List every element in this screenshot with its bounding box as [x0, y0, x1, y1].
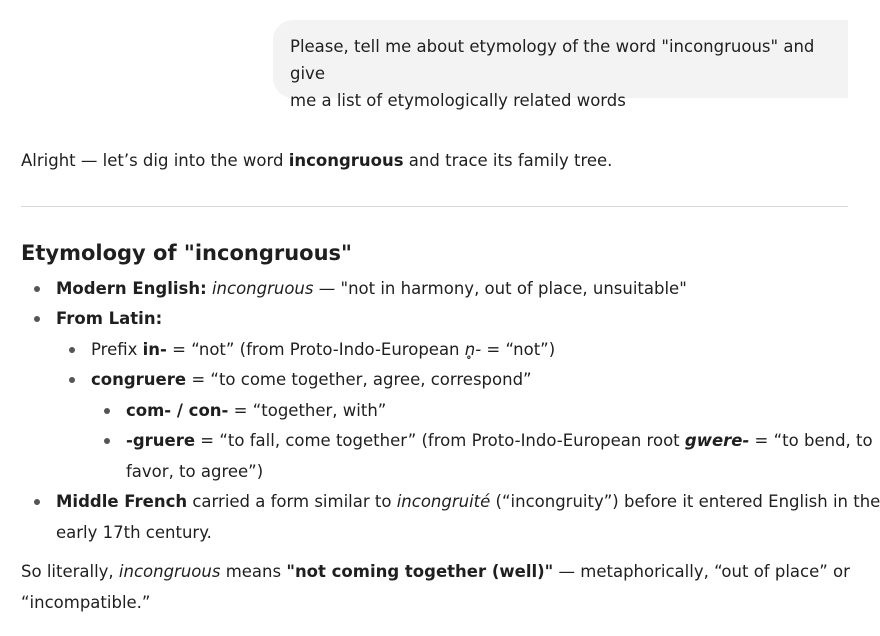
item-root: n̥-	[464, 340, 482, 359]
item-text: = “not” (from Proto-Indo-European	[166, 340, 465, 359]
item-text: = “not”)	[481, 340, 556, 359]
list-item-middle-french-continued: early 17th century.	[56, 523, 212, 542]
item-text: (“incongruity”) before it entered English in the	[490, 492, 880, 511]
item-text: = “to come together, agree, correspond”	[186, 370, 532, 389]
bullet-dot	[34, 499, 40, 505]
user-message-bubble	[273, 20, 848, 110]
conclusion-text: — metaphorically, “out of place” or	[553, 562, 850, 581]
item-word: incongruité	[396, 492, 491, 511]
conclusion-continued: “incompatible.”	[21, 593, 151, 612]
bullet-dot	[69, 377, 75, 383]
item-label: From Latin:	[56, 309, 163, 328]
list-item-gruere	[126, 425, 873, 456]
list-item-modern-english	[56, 273, 687, 304]
item-text: = “to fall, come together” (from Proto-Indo-European root	[195, 431, 685, 450]
user-message-line: Please, tell me about etymology of the word "incongruous" and give	[290, 37, 815, 83]
user-message-line: me a list of etymologically related words	[290, 91, 626, 110]
item-term: Middle French	[56, 492, 188, 511]
item-text: = “together, with”	[228, 401, 387, 420]
item-root: gwere-	[684, 431, 750, 450]
list-item-com-con	[126, 395, 386, 426]
list-item-prefix	[91, 334, 555, 365]
item-text: carried a form similar to	[187, 492, 397, 511]
item-label: Modern English:	[56, 279, 207, 298]
list-item-middle-french	[56, 486, 880, 517]
bullet-dot	[34, 316, 40, 322]
bullet-dot	[104, 438, 110, 444]
item-term: com- / con-	[126, 401, 229, 420]
conclusion-word: incongruous	[118, 562, 221, 581]
item-term: in-	[142, 340, 167, 359]
item-term: -gruere	[126, 431, 196, 450]
list-item-congruere	[91, 364, 532, 395]
intro-text: and trace its family tree.	[403, 151, 613, 170]
bullet-dot	[104, 408, 110, 414]
item-definition: — "not in harmony, out of place, unsuitable"	[313, 279, 687, 298]
item-term: congruere	[91, 370, 187, 389]
item-word: incongruous	[211, 279, 314, 298]
intro-text: Alright — let’s dig into the word	[21, 151, 289, 170]
item-text: = “to bend, to	[749, 431, 873, 450]
assistant-intro	[21, 147, 612, 174]
conclusion-paragraph	[21, 556, 850, 587]
list-item-gruere-continued: favor, to agree”)	[126, 462, 264, 481]
intro-word: incongruous	[288, 151, 404, 170]
conclusion-phrase: "not coming together (well)"	[286, 562, 554, 581]
conclusion-text: means	[220, 562, 287, 581]
list-item-from-latin	[56, 303, 162, 334]
item-text: Prefix	[91, 340, 143, 359]
section-heading: Etymology of "incongruous"	[21, 241, 352, 265]
bullet-dot	[69, 347, 75, 353]
bullet-dot	[34, 286, 40, 292]
section-divider	[21, 206, 848, 207]
conclusion-text: So literally,	[21, 562, 119, 581]
